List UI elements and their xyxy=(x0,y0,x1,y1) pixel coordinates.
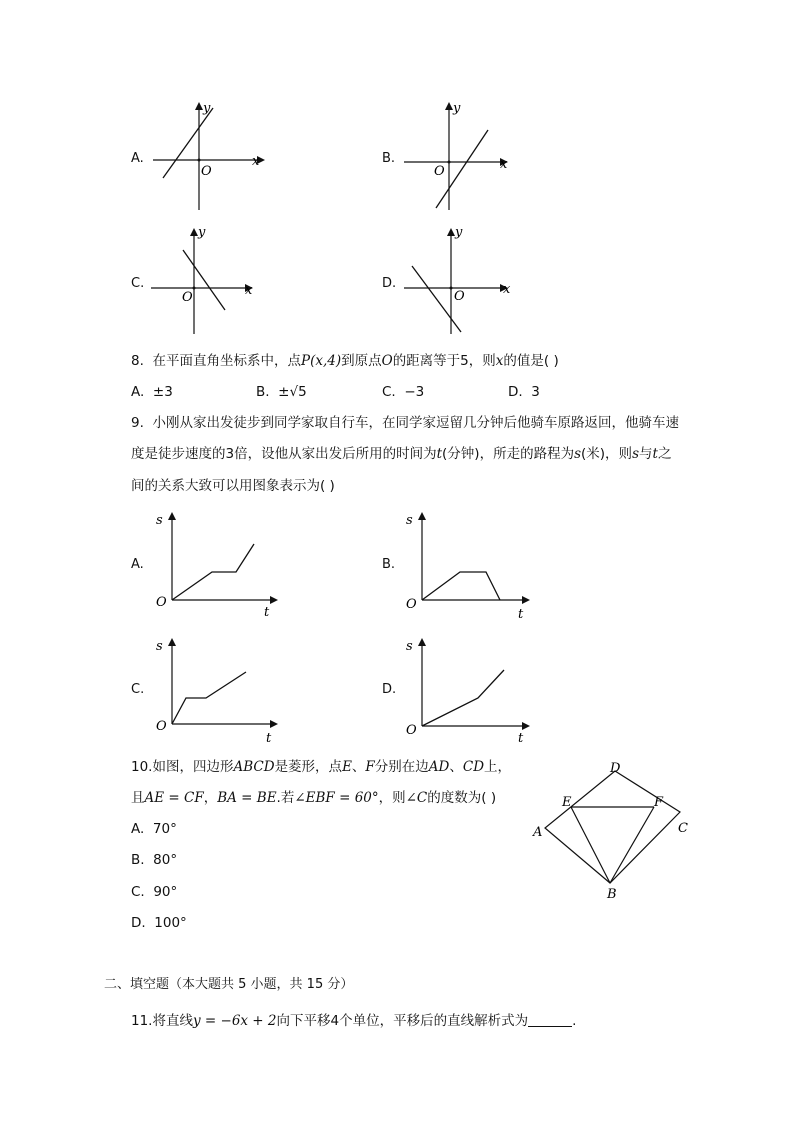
q9-option-b-label: B. xyxy=(382,557,396,572)
q10-number: 10. xyxy=(131,759,153,775)
q7-option-c-graph[interactable] xyxy=(145,222,270,337)
q10-line1: 10.如图，四边形ABCD是菱形，点E、F分别在边AD、CD上， xyxy=(131,759,512,775)
q7-a-origin: O xyxy=(201,164,212,179)
q8-stem xyxy=(131,351,559,371)
fig-label-d: D xyxy=(610,761,621,776)
fig-label-c: C xyxy=(678,821,688,836)
q7-option-a-label: A. xyxy=(131,151,144,166)
q7-b-origin: O xyxy=(434,164,445,179)
fig-label-f: F xyxy=(654,795,664,810)
q10-option-c[interactable]: C. 90° xyxy=(131,884,178,900)
q7-d-axis-y: y xyxy=(455,225,463,240)
q10-line2: 且AE = CF，BA = BE.若∠EBF = 60°，则∠C的度数为( ) xyxy=(131,790,497,806)
svg-text:O: O xyxy=(156,719,167,734)
q11-stem: 11.将直线y = −6x + 2向下平移4个单位，平移后的直线解析式为 . xyxy=(131,1013,577,1029)
svg-text:t: t xyxy=(266,731,272,746)
svg-text:s: s xyxy=(406,639,413,654)
q7-option-c-label: C. xyxy=(131,276,145,291)
q8-var: x xyxy=(495,353,504,369)
q9-option-c-graph[interactable] xyxy=(150,632,285,750)
q8-option-c[interactable]: C. −3 xyxy=(382,384,425,400)
q7-option-b-graph[interactable] xyxy=(396,98,521,213)
svg-text:t: t xyxy=(518,607,524,622)
q8-stem-mid2: 的距离等于5，则 xyxy=(392,353,496,369)
q8-point: P(x,4) xyxy=(300,353,342,369)
q8-origin: O xyxy=(381,353,393,369)
q8-option-a[interactable]: A. ±3 xyxy=(131,384,173,400)
svg-text:O: O xyxy=(156,595,167,610)
svg-text:t: t xyxy=(264,605,270,620)
fig-label-a: A xyxy=(533,825,543,840)
q7-option-d-graph[interactable] xyxy=(396,222,521,337)
svg-text:O: O xyxy=(406,597,417,612)
q10-option-a[interactable]: A. 70° xyxy=(131,821,177,837)
q8-stem-post: 的值是( ) xyxy=(503,353,559,369)
q7-option-d-label: D. xyxy=(382,276,397,291)
q7-a-axis-x: x xyxy=(252,154,260,169)
svg-text:s: s xyxy=(156,639,163,654)
q7-c-origin: O xyxy=(182,290,193,305)
svg-text:O: O xyxy=(406,723,417,738)
q7-option-b-label: B. xyxy=(382,151,396,166)
q7-b-axis-y: y xyxy=(453,101,461,116)
fig-label-e: E xyxy=(562,795,572,810)
fig-label-b: B xyxy=(607,887,617,902)
q7-c-axis-y: y xyxy=(198,225,206,240)
q9-line1-text: 小刚从家出发徒步到同学家取自行车，在同学家逗留几分钟后他骑车原路返回，他骑车速 xyxy=(152,415,679,431)
q9-line2: 度是徒步速度的3倍，设他从家出发后所用的时间为t(分钟)，所走的路程为s(米)，则s与t之 xyxy=(131,446,672,462)
q7-d-origin: O xyxy=(454,289,465,304)
q7-c-axis-x: x xyxy=(245,283,253,298)
q11-answer-blank[interactable] xyxy=(528,1012,572,1027)
svg-text:s: s xyxy=(406,513,413,528)
q7-b-axis-x: x xyxy=(500,157,508,172)
q8-option-b[interactable]: B. ±√5 xyxy=(256,384,307,400)
q9-number: 9. xyxy=(131,415,144,431)
q7-d-axis-x: x xyxy=(503,282,511,297)
q8-number: 8. xyxy=(131,353,144,369)
q7-a-axis-y: y xyxy=(203,101,211,116)
q9-line3: 间的关系大致可以用图象表示为( ) xyxy=(131,478,335,494)
svg-text:s: s xyxy=(156,513,163,528)
q9-option-a-label: A. xyxy=(131,557,144,572)
q9-line1 xyxy=(131,413,679,433)
q9-option-d-graph[interactable] xyxy=(400,632,535,750)
section2-title: 二、填空题（本大题共 5 小题，共 15 分） xyxy=(104,977,354,992)
q10-option-b[interactable]: B. 80° xyxy=(131,852,178,868)
q7-option-a-graph[interactable] xyxy=(145,98,270,213)
q8-option-d[interactable]: D. 3 xyxy=(508,384,540,400)
svg-text:t: t xyxy=(518,731,524,746)
q11-number: 11. xyxy=(131,1013,153,1029)
q9-option-b-graph[interactable] xyxy=(400,506,535,624)
q8-stem-mid: 到原点 xyxy=(341,353,382,369)
q10-rhombus-figure xyxy=(528,758,698,903)
q10-option-d[interactable]: D. 100° xyxy=(131,915,187,931)
q9-option-c-label: C. xyxy=(131,682,145,697)
q8-stem-pre: 在平面直角坐标系中，点 xyxy=(152,353,301,369)
q9-option-a-graph[interactable] xyxy=(150,506,280,624)
q9-option-d-label: D. xyxy=(382,682,397,697)
